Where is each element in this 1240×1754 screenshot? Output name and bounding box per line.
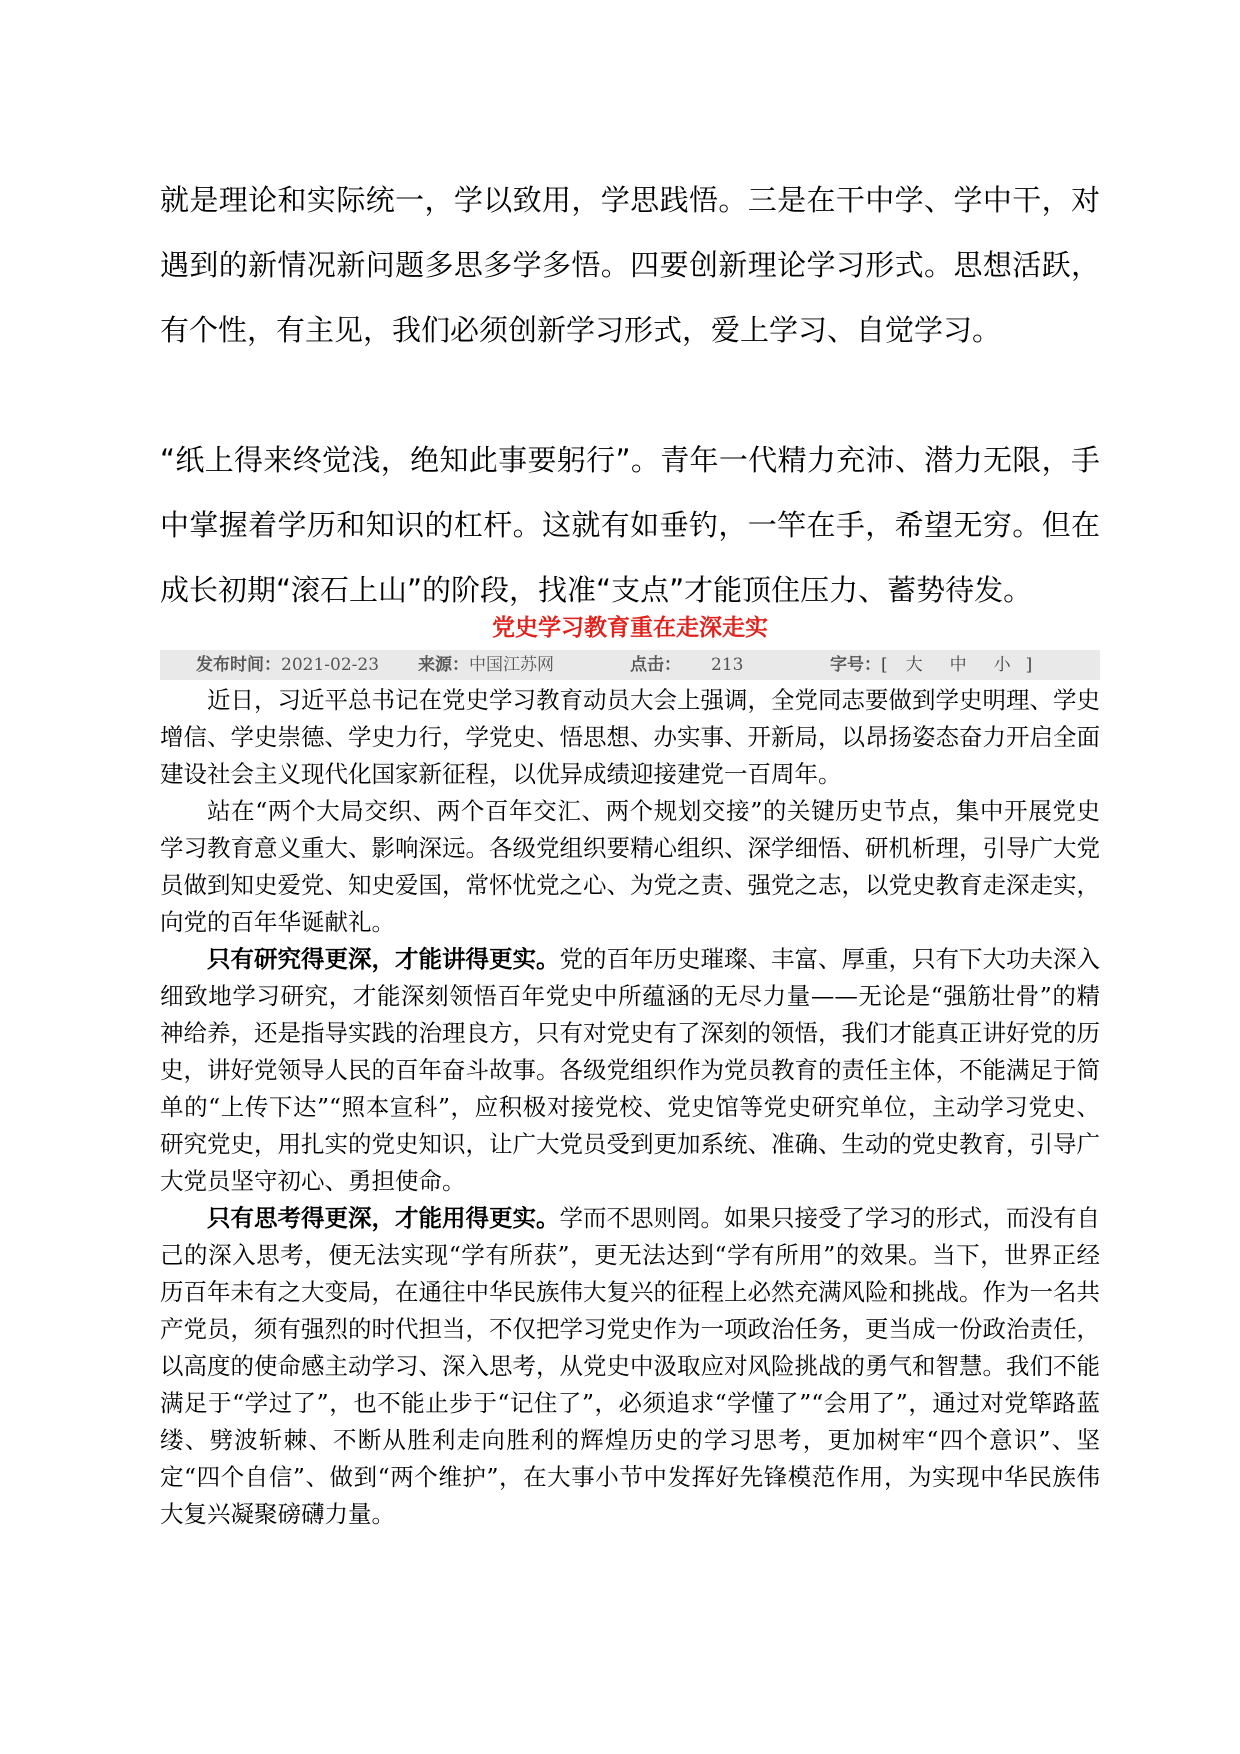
font-size-medium-link[interactable]: 中 — [949, 655, 967, 675]
paragraph-4-body: 学而不思则罔。如果只接受了学习的形式，而没有自己的深入思考，便无法实现“学有所获”，更无法达到“学有所用”的效果。当下，世界正经历百年未有之大变局，在通往中华民族伟大复兴的征程上必然充满风险和挑战。作为一名共产党员，须有强烈的时代担当，不仅把学习党史作为一项政治任务，更当成一份政治责任，以高度的使命感主动学习、深入思考，从党史中汲取应对风险挑战的勇气和智慧。我们不能满足于“学过了”，也不能止步于“记住了”，必须追求“学懂了”“会用了”，通过对党筚路蓝缕、劈波斩棘、不断从胜利走向胜利的辉煌历史的学习思考，更加树牢“四个意识”、坚定“四个自信”、做到“两个维护”，在大事小节中发挥好先锋模范作用，为实现中华民族伟大复兴凝聚磅礴力量。 — [160, 1204, 1100, 1528]
bracket-close: ] — [1025, 655, 1033, 675]
publish-date — [196, 650, 379, 680]
publish-date-value: 2021-02-23 — [281, 655, 380, 675]
publish-date-label: 发布时间： — [196, 655, 281, 675]
paragraph-4-lead: 只有思考得更深，才能用得更实。 — [207, 1204, 560, 1232]
font-size-small-link[interactable]: 小 — [993, 655, 1011, 675]
article-meta-bar — [160, 650, 1100, 680]
font-size-control — [830, 650, 1032, 680]
paragraph-3-body: 党的百年历史璀璨、丰富、厚重，只有下大功夫深入细致地学习研究，才能深刻领悟百年党史中所蕴涵的无尽力量——无论是“强筋壮骨”的精神给养，还是指导实践的治理良方，只有对党史有了深刻的领悟，我们才能真正讲好党的历史，讲好党领导人民的百年奋斗故事。各级党组织作为党员教育的责任主体，不能满足于简单的“上传下达”“照本宣科”，应积极对接党校、党史馆等党史研究单位，主动学习党史、研究党史，用扎实的党史知识，让广大党员受到更加系统、准确、生动的党史教育，引导广大党员坚守初心、勇担使命。 — [160, 945, 1100, 1195]
article-paragraph-2: 站在“两个大局交织、两个百年交汇、两个规划交接”的关键历史节点，集中开展党史学习教育意义重大、影响深远。各级党组织要精心组织、深学细悟、研机析理，引导广大党员做到知史爱党、知史爱国，常怀忧党之心、为党之责、强党之志，以党史教育走深走实，向党的百年华诞献礼。 — [160, 797, 1100, 936]
article-body — [160, 682, 1100, 1533]
article-paragraph-1: 近日，习近平总书记在党史学习教育动员大会上强调，全党同志要做到学史明理、学史增信、学史崇德、学史力行，学党史、悟思想、办实事、开新局，以昂扬姿态奋力开启全面建设社会主义现代化国家新征程，以优异成绩迎接建党一百周年。 — [160, 686, 1100, 788]
source — [418, 650, 554, 680]
intro-paragraph-1: 就是理论和实际统一，学以致用，学思践悟。三是在干中学、学中干，对遇到的新情况新问题多思多学多悟。四要创新理论学习形式。思想活跃，有个性，有主见，我们必须创新学习形式，爱上学习、自觉学习。 — [160, 183, 1100, 347]
clicks-value: 213 — [711, 655, 744, 675]
intro-section — [160, 168, 1100, 623]
bracket-open: [ — [881, 655, 888, 675]
clicks-label: 点击： — [630, 655, 681, 675]
article-paragraph-3 — [160, 941, 1100, 1200]
font-size-large-link[interactable]: 大 — [905, 655, 923, 675]
article-paragraph-4 — [160, 1200, 1100, 1533]
source-label: 来源： — [418, 655, 469, 675]
font-size-label: 字号： — [830, 655, 881, 675]
paragraph-3-lead: 只有研究得更深，才能讲得更实。 — [207, 945, 560, 973]
source-value: 中国江苏网 — [469, 655, 554, 675]
article-title: 党史学习教育重在走深走实 — [492, 614, 768, 641]
intro-paragraph-2: “纸上得来终觉浅，绝知此事要躬行”。青年一代精力充沛、潜力无限，手中掌握着学历和知识的杠杆。这就有如垂钓，一竿在手，希望无穷。但在成长初期“滚石上山”的阶段，找准“支点”才能顶住压力、蓄势待发。 — [160, 443, 1100, 607]
clicks — [630, 650, 743, 680]
